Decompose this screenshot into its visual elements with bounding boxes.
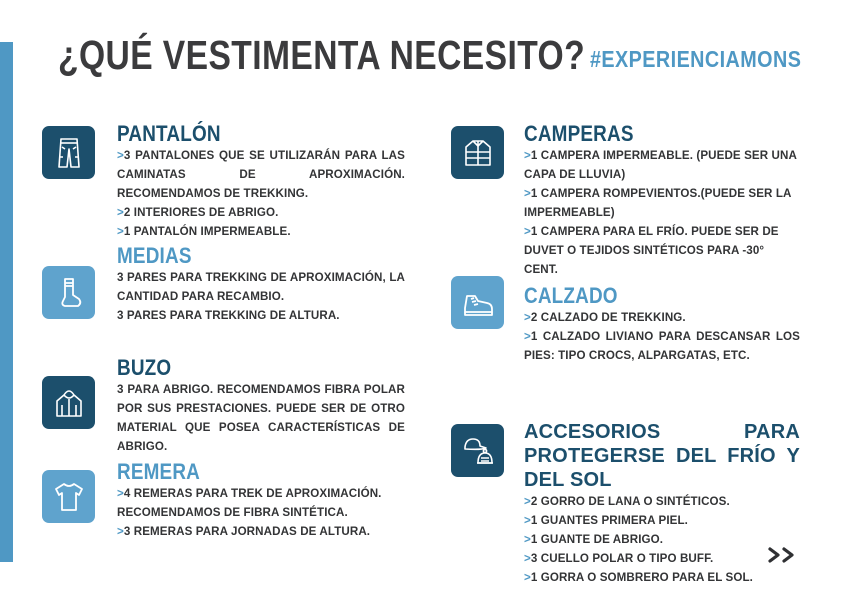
- list-item: >2 INTERIORES DE ABRIGO.: [117, 206, 279, 219]
- side-accent-bar: [0, 42, 13, 562]
- jacket-icon: [451, 126, 504, 179]
- cap-and-beanie-icon: [451, 424, 504, 477]
- list-item: >2 CALZADO DE TREKKING.: [524, 311, 686, 324]
- item-list: [117, 484, 405, 541]
- section-medias: [117, 244, 405, 325]
- item-list: [524, 146, 800, 279]
- section-pantalon: [117, 122, 405, 241]
- section-title: CAMPERAS: [524, 121, 634, 146]
- list-item: >3 REMERAS PARA JORNADAS DE ALTURA.: [117, 525, 371, 538]
- list-item: >1 GUANTE DE ABRIGO.: [524, 533, 664, 546]
- list-item: >3 PANTALONES QUE SE UTILIZARÁN PARA LAS CAMINATAS DE APROXIMACIÓN. RECOMENDAMOS DE TREKKING.: [117, 149, 405, 200]
- section-title: BUZO: [117, 355, 172, 380]
- section-title: ACCESORIOS PARA PROTEGERSE DEL FRÍO Y DEL SOL: [524, 421, 800, 491]
- list-item: >4 REMERAS PARA TREK DE APROXIMACIÓN. RECOMENDAMOS DE FIBRA SINTÉTICA.: [117, 487, 382, 519]
- hoodie-icon: [42, 376, 95, 429]
- section-accesorios: [524, 420, 800, 587]
- section-title: PANTALÓN: [117, 121, 221, 146]
- section-title: MEDIAS: [117, 243, 192, 268]
- list-item: 3 PARES PARA TREKKING DE APROXIMACIÓN, LA CANTIDAD PARA RECAMBIO.: [117, 271, 405, 303]
- boot-icon: [451, 276, 504, 329]
- section-calzado: [524, 284, 800, 365]
- list-item: >1 CAMPERA IMPERMEABLE. (PUEDE SER UNA CAPA DE LLUVIA): [524, 149, 797, 181]
- section-title: CALZADO: [524, 283, 618, 308]
- item-list: [524, 492, 800, 587]
- page-title: ¿QUÉ VESTIMENTA NECESITO?: [58, 32, 586, 78]
- list-item: >1 GORRA O SOMBRERO PARA EL SOL.: [524, 571, 753, 584]
- section-title: REMERA: [117, 459, 201, 484]
- sock-icon: [42, 266, 95, 319]
- list-item: >2 GORRO DE LANA O SINTÉTICOS.: [524, 495, 730, 508]
- list-item: 3 PARA ABRIGO. RECOMENDAMOS FIBRA POLAR POR SUS PRESTACIONES. PUEDE SER DE OTRO MATERIAL QUE POSEA CARACTERÍSTICAS DE ABRIGO.: [117, 383, 405, 453]
- item-list: [117, 146, 405, 241]
- item-list: [117, 380, 405, 456]
- list-item: >1 CALZADO LIVIANO PARA DESCANSAR LOS PIES: TIPO CROCS, ALPARGATAS, ETC.: [524, 330, 800, 362]
- list-item: >1 GUANTES PRIMERA PIEL.: [524, 514, 688, 527]
- list-item: >3 CUELLO POLAR O TIPO BUFF.: [524, 552, 714, 565]
- hashtag: #EXPERIENCIAMONS: [590, 46, 802, 72]
- section-buzo: [117, 356, 405, 456]
- item-list: [524, 308, 800, 365]
- section-camperas: [524, 122, 800, 279]
- pants-icon: [42, 126, 95, 179]
- list-item: >1 CAMPERA PARA EL FRÍO. PUEDE SER DE DUVET O TEJIDOS SINTÉTICOS PARA -30° CENT.: [524, 225, 779, 276]
- list-item: >1 PANTALÓN IMPERMEABLE.: [117, 225, 291, 238]
- section-remera: [117, 460, 405, 541]
- tshirt-icon: [42, 470, 95, 523]
- item-list: [117, 268, 405, 325]
- list-item: >1 CAMPERA ROMPEVIENTOS.(PUEDE SER LA IMPERMEABLE): [524, 187, 792, 219]
- double-chevron-right-icon[interactable]: [768, 547, 800, 563]
- list-item: 3 PARES PARA TREKKING DE ALTURA.: [117, 309, 340, 322]
